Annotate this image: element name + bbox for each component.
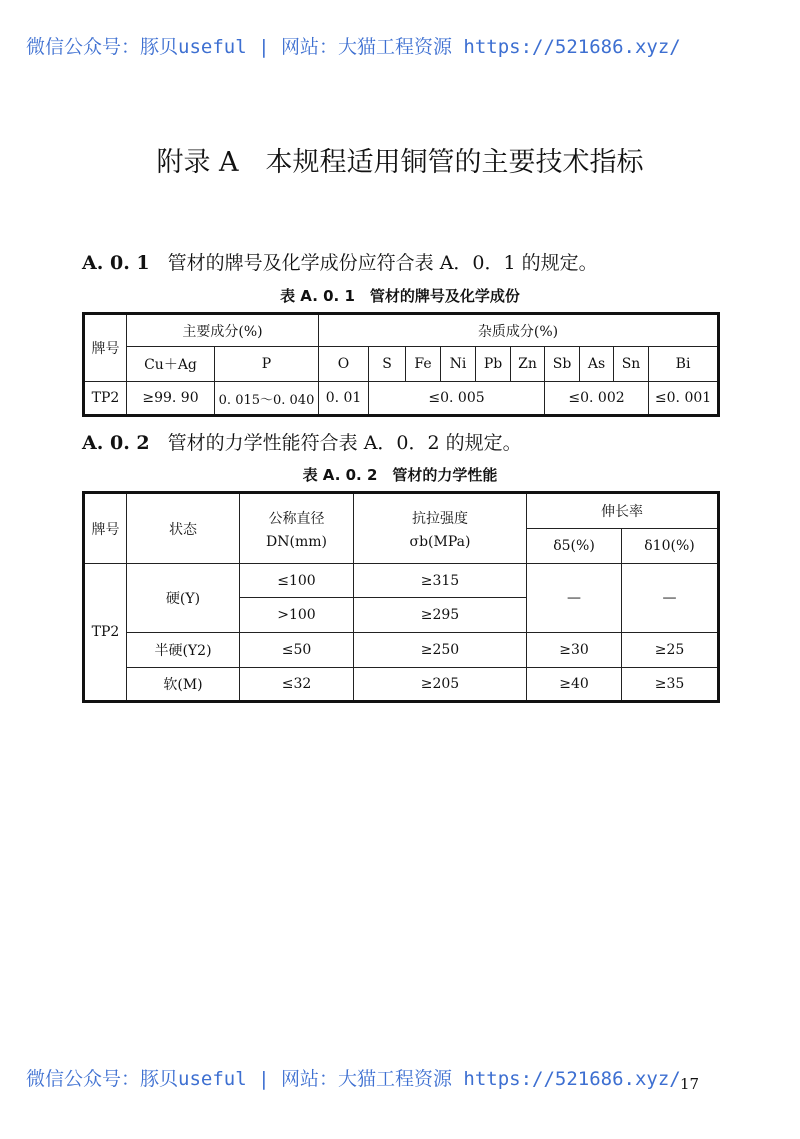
cell-ts: ≥295 xyxy=(354,598,527,633)
header-state: 状态 xyxy=(127,493,240,564)
cell-s-zn: ≤0. 005 xyxy=(369,382,545,416)
col-header: P xyxy=(215,347,319,382)
page-number: 17 xyxy=(680,1075,700,1093)
cell-grade: TP2 xyxy=(84,382,127,416)
table-row xyxy=(84,382,719,416)
clause-number: A. 0. 1 xyxy=(82,252,150,274)
header-diameter-2: DN(mm) xyxy=(266,533,327,550)
header-main: 主要成分(%) xyxy=(127,314,319,347)
col-header: Ni xyxy=(441,347,476,382)
header-grade: 牌号 xyxy=(84,314,127,382)
col-header: Zn xyxy=(511,347,545,382)
cell-ts: ≥205 xyxy=(354,668,527,702)
header-delta10: δ10(%) xyxy=(622,529,719,564)
cell-ts: ≥250 xyxy=(354,633,527,668)
cell-o: 0. 01 xyxy=(319,382,369,416)
col-header: Sn xyxy=(614,347,649,382)
cell-d10: — xyxy=(622,564,719,633)
header-tensile-2: σb(MPa) xyxy=(409,533,471,550)
header-elongation: 伸长率 xyxy=(527,493,719,529)
clause-a02 xyxy=(82,428,522,455)
cell-state: 软(M) xyxy=(127,668,240,702)
clause-text: 管材的力学性能符合表 A．0．2 的规定。 xyxy=(167,432,522,454)
cell-dn: ≤100 xyxy=(240,564,354,598)
header-diameter xyxy=(240,493,354,564)
cell-dn: ≤50 xyxy=(240,633,354,668)
header-diameter-1: 公称直径 xyxy=(268,510,325,527)
cell-sb-sn: ≤0. 002 xyxy=(545,382,649,416)
cell-d10: ≥35 xyxy=(622,668,719,702)
watermark-top: 微信公众号：豚贝useful | 网站：大猫工程资源 https://521686.xyz/ xyxy=(26,36,681,58)
col-header: Fe xyxy=(406,347,441,382)
cell-d5: — xyxy=(527,564,622,633)
cell-p: 0. 015～0. 040 xyxy=(215,382,319,416)
cell-dn: >100 xyxy=(240,598,354,633)
table1-caption: 表 A. 0. 1 管材的牌号及化学成份 xyxy=(280,287,520,305)
cell-d5: ≥30 xyxy=(527,633,622,668)
col-header: S xyxy=(369,347,406,382)
clause-number: A. 0. 2 xyxy=(82,432,150,454)
table-row xyxy=(84,633,719,668)
col-header: O xyxy=(319,347,369,382)
cell-d5: ≥40 xyxy=(527,668,622,702)
cell-grade: TP2 xyxy=(84,564,127,702)
header-delta5: δ5(%) xyxy=(527,529,622,564)
page-title: 附录 A 本规程适用铜管的主要技术指标 xyxy=(156,147,644,178)
watermark-bottom: 微信公众号：豚贝useful | 网站：大猫工程资源 https://521686.xyz/ xyxy=(26,1068,681,1090)
header-tensile xyxy=(354,493,527,564)
header-grade: 牌号 xyxy=(84,493,127,564)
mechanical-properties-table xyxy=(82,491,720,703)
cell-d10: ≥25 xyxy=(622,633,719,668)
cell-dn: ≤32 xyxy=(240,668,354,702)
table-row xyxy=(84,564,719,598)
cell-bi: ≤0. 001 xyxy=(649,382,719,416)
col-header: Pb xyxy=(476,347,511,382)
cell-cu-ag: ≥99. 90 xyxy=(127,382,215,416)
cell-state: 半硬(Y2) xyxy=(127,633,240,668)
clause-a01 xyxy=(82,248,598,275)
cell-state: 硬(Y) xyxy=(127,564,240,633)
header-impurity: 杂质成分(%) xyxy=(319,314,719,347)
col-header: As xyxy=(580,347,614,382)
col-header: Sb xyxy=(545,347,580,382)
col-header: Cu＋Ag xyxy=(127,347,215,382)
cell-ts: ≥315 xyxy=(354,564,527,598)
table-row xyxy=(84,668,719,702)
col-header: Bi xyxy=(649,347,719,382)
clause-text: 管材的牌号及化学成份应符合表 A．0．1 的规定。 xyxy=(167,252,598,274)
chemical-composition-table xyxy=(82,312,720,417)
table2-caption: 表 A. 0. 2 管材的力学性能 xyxy=(302,466,498,484)
header-tensile-1: 抗拉强度 xyxy=(412,510,468,527)
